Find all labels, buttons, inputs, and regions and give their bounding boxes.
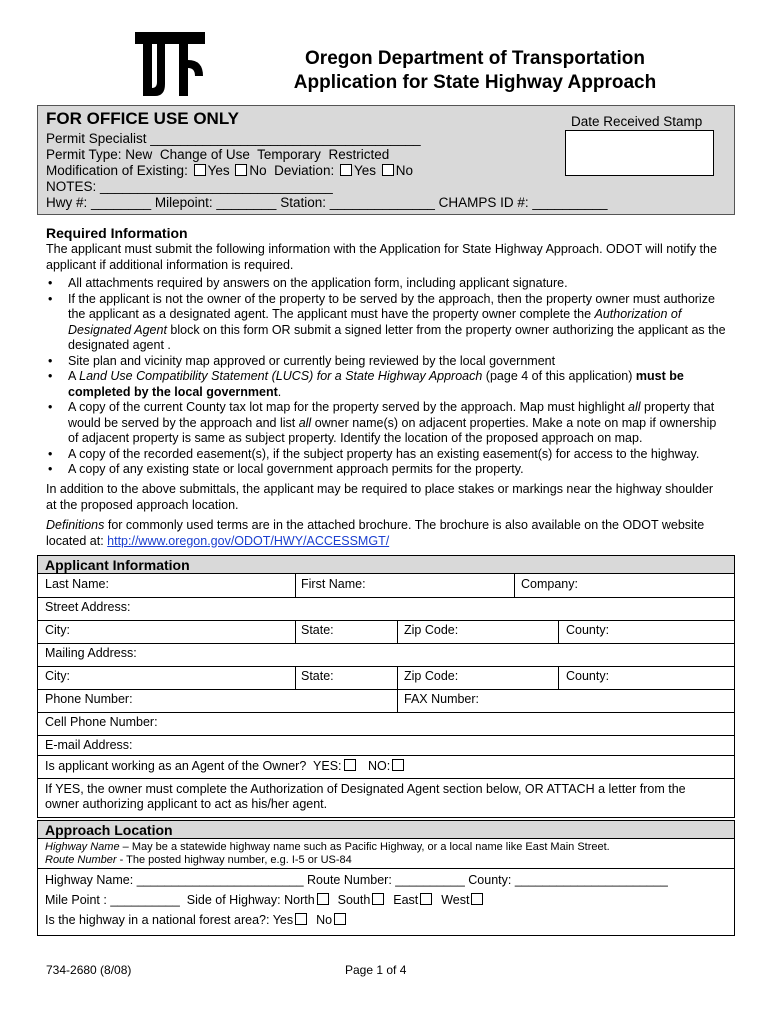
phone-field[interactable]: Phone Number: <box>45 692 133 706</box>
form-number: 734-2680 (8/08) <box>46 963 132 977</box>
last-name-field[interactable]: Last Name: <box>45 577 109 591</box>
county-field[interactable]: County: <box>566 623 610 637</box>
notes-row[interactable]: NOTES: _______________________________ <box>46 179 333 194</box>
east-checkbox[interactable] <box>420 893 432 905</box>
modification-yes-checkbox[interactable] <box>194 164 206 176</box>
stamp-label: Date Received Stamp <box>571 114 703 129</box>
street-address-field[interactable]: Street Address: <box>45 600 131 614</box>
email-field[interactable]: E-mail Address: <box>45 738 133 752</box>
first-name-field[interactable]: First Name: <box>301 577 366 591</box>
mailing-county-field[interactable]: County: <box>566 669 610 683</box>
accessmgt-link[interactable]: http://www.oregon.gov/ODOT/HWY/ACCESSMGT/ <box>107 533 390 548</box>
list-item: • A copy of the current County tax lot map for the property served by the approach. Map must highlight all property that would be served by the approach and list all owner name(s) on adjacent properties. Make a note on map if ownership of adjacent property is same as subject property. Identify the location of the proposed approach on map. <box>46 400 726 447</box>
modification-row: Modification of Existing: Yes No Deviation: Yes No <box>46 163 414 178</box>
definitions-paragraph: Definitions for commonly used terms are in the attached brochure. The brochure is also available on the ODOT website located at: http://www.oregon.gov/ODOT/HWY/ACCESSMGT/ <box>46 518 705 548</box>
mailing-address-field[interactable]: Mailing Address: <box>45 646 137 660</box>
list-item: • Site plan and vicinity map approved or currently being reviewed by the local government <box>46 354 726 370</box>
permit-type-temporary[interactable]: Temporary <box>257 147 321 162</box>
hwy-row[interactable]: Hwy #: ________ Milepoint: ________ Station: ______________ CHAMPS ID #: __________ <box>46 195 608 210</box>
applicant-heading: Applicant Information <box>45 557 190 573</box>
page-subtitle: Application for State Highway Approach <box>293 72 657 93</box>
required-list <box>46 276 726 478</box>
agent-note: If YES, the owner must complete the Authorization of Designated Agent section below, OR ATTACH a letter from the owner authorizing applicant to act as his/her agent. <box>45 782 686 811</box>
deviation-no-checkbox[interactable] <box>382 164 394 176</box>
list-item: • A copy of any existing state or local government approach permits for the property. <box>46 462 726 478</box>
approach-heading: Approach Location <box>45 822 173 838</box>
list-item: • A Land Use Compatibility Statement (LUCS) for a State Highway Approach (page 4 of this application) must be completed by the local government. <box>46 369 726 400</box>
office-use-section <box>37 105 735 215</box>
south-checkbox[interactable] <box>372 893 384 905</box>
required-info-heading: Required Information <box>46 225 188 241</box>
north-checkbox[interactable] <box>317 893 329 905</box>
state-field[interactable]: State: <box>301 623 334 637</box>
applicant-section <box>37 555 735 818</box>
company-field[interactable]: Company: <box>521 577 578 591</box>
modification-no-checkbox[interactable] <box>235 164 247 176</box>
city-field[interactable]: City: <box>45 623 70 637</box>
permit-type-new[interactable]: New <box>125 147 153 162</box>
highway-name-row[interactable]: Highway Name: ________________________ Route Number: __________ County: ______________________ <box>45 873 668 887</box>
permit-type-change[interactable]: Change of Use <box>159 147 250 162</box>
fax-field[interactable]: FAX Number: <box>404 692 480 706</box>
list-item: • All attachments required by answers on the application form, including applicant signature. <box>46 276 726 292</box>
list-item: • A copy of the recorded easement(s), if the subject property has an existing easement(s) for access to the highway. <box>46 447 726 463</box>
agent-yes-checkbox[interactable] <box>344 759 356 771</box>
page-title: Oregon Department of Transportation <box>305 48 645 69</box>
route-number-note: Route Number - The posted highway number, e.g. I-5 or US-84 <box>45 854 352 866</box>
page-number: Page 1 of 4 <box>345 963 407 977</box>
forest-yes-checkbox[interactable] <box>295 913 307 925</box>
mailing-city-field[interactable]: City: <box>45 669 70 683</box>
approach-section <box>37 820 735 936</box>
list-item: • If the applicant is not the owner of the property to be served by the approach, then the property owner must authorize the applicant as a designated agent. The applicant must have the property owner complete the Authorization of Designated Agent block on this form OR submit a signed letter from the property owner authorizing the applicant as the designated agent . <box>46 292 726 354</box>
west-checkbox[interactable] <box>471 893 483 905</box>
highway-name-note: Highway Name – May be a statewide highway name such as Pacific Highway, or a local name like East Main Street. <box>45 841 610 853</box>
required-intro: The applicant must submit the following information with the Application for State Highway Approach. ODOT will notify the applicant if additional information is required. <box>46 242 717 272</box>
mile-point-row: Mile Point : __________ Side of Highway: North South East West <box>45 893 485 908</box>
zip-code-field[interactable]: Zip Code: <box>404 623 459 637</box>
mailing-state-field[interactable]: State: <box>301 669 334 683</box>
mile-point-field[interactable]: Mile Point : __________ <box>45 893 180 907</box>
permit-specialist-row[interactable]: Permit Specialist ____________________________________ <box>46 131 421 146</box>
forest-no-checkbox[interactable] <box>334 913 346 925</box>
office-use-heading: FOR OFFICE USE ONLY <box>46 109 240 128</box>
forest-question-row: Is the highway in a national forest area?: Yes No <box>45 913 348 928</box>
agent-no-checkbox[interactable] <box>392 759 404 771</box>
date-stamp-box <box>565 130 714 176</box>
deviation-yes-checkbox[interactable] <box>340 164 352 176</box>
cell-phone-field[interactable]: Cell Phone Number: <box>45 715 158 729</box>
odot-logo <box>133 30 207 100</box>
stakes-paragraph: In addition to the above submittals, the applicant may be required to place stakes or markings near the highway shoulder at the proposed approach location. <box>46 482 714 512</box>
agent-question-row: Is applicant working as an Agent of the Owner? YES: NO: <box>45 759 406 774</box>
permit-type-restricted[interactable]: Restricted <box>328 147 390 162</box>
permit-type-row: Permit Type: New Change of Use Temporary Restricted <box>46 147 390 162</box>
mailing-zip-field[interactable]: Zip Code: <box>404 669 459 683</box>
